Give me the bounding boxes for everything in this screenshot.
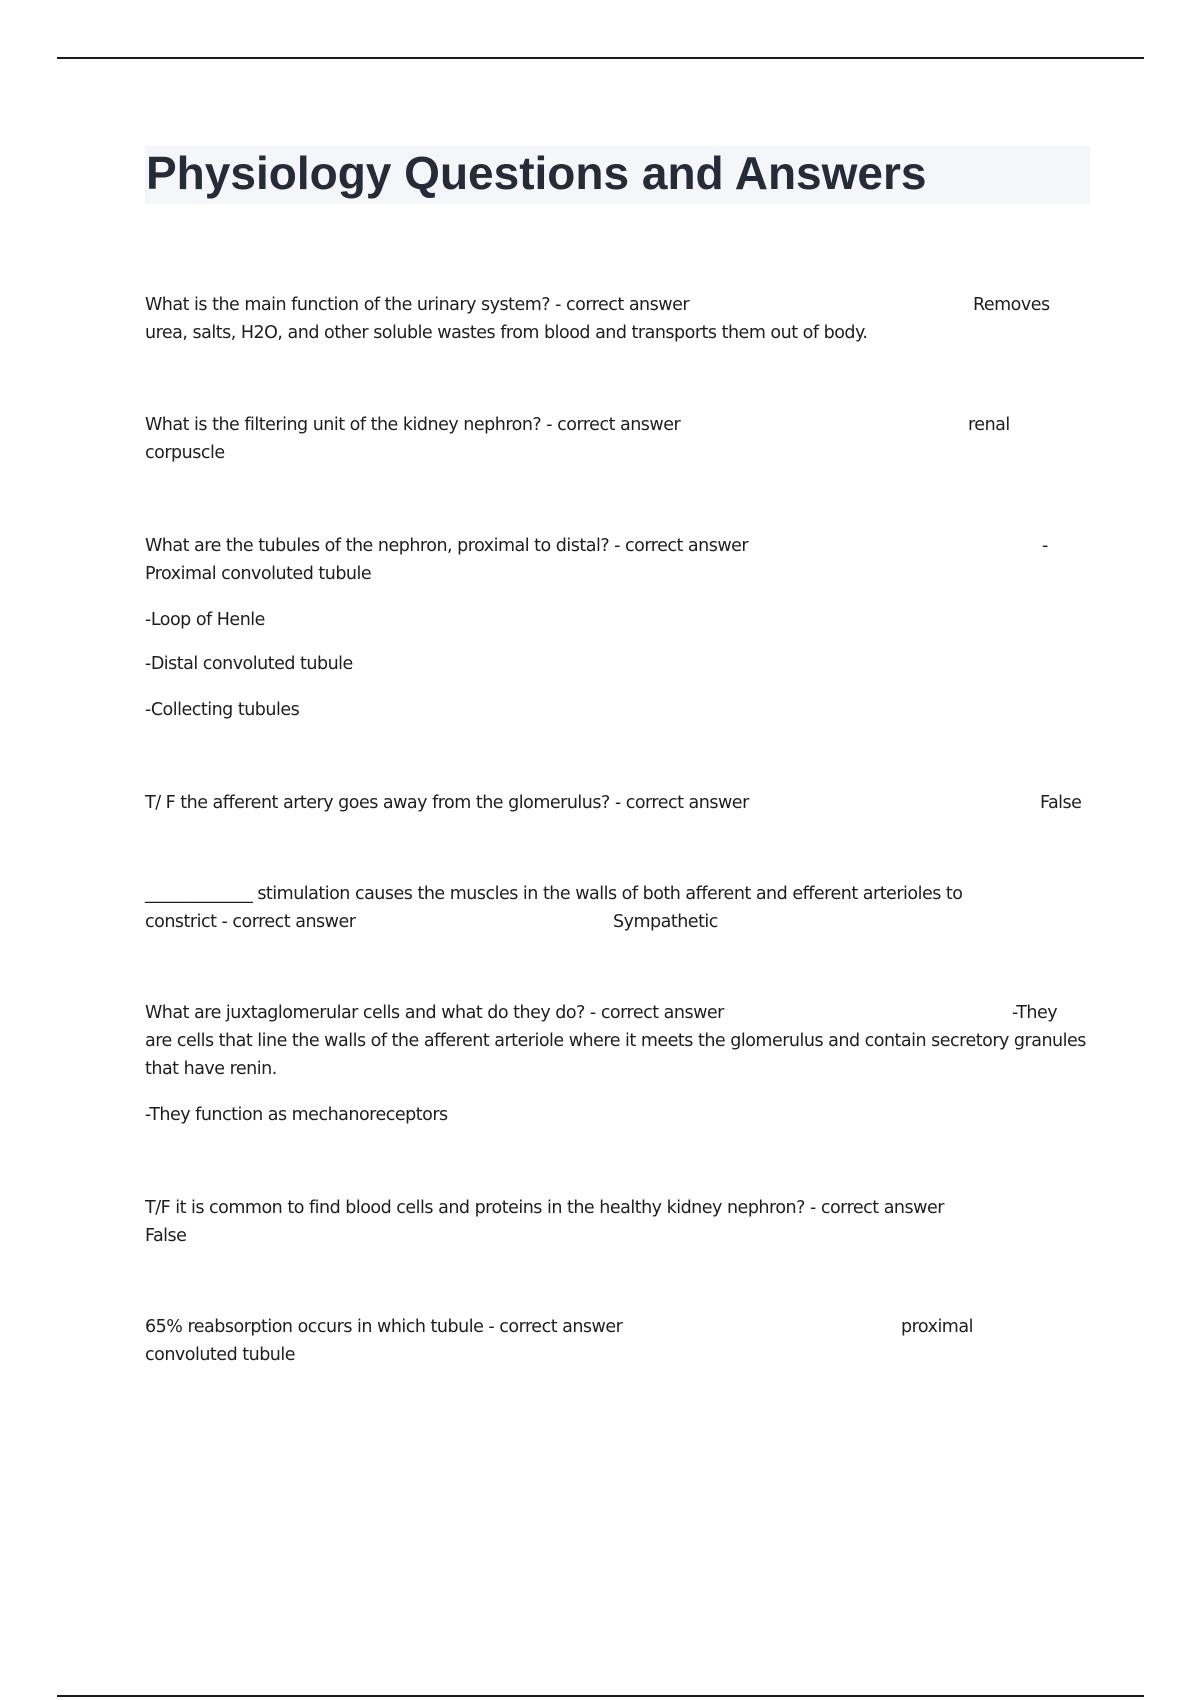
answer-start: proximal xyxy=(901,1317,973,1337)
top-rule xyxy=(57,57,1144,59)
qa-item-7 xyxy=(145,1194,1090,1250)
qa-item-6 xyxy=(145,999,1090,1129)
question-text: What are the tubules of the nephron, proximal to distal? - correct answer xyxy=(145,536,749,556)
answer-start: - xyxy=(1042,536,1048,556)
question-text: What are juxtaglomerular cells and what do they do? - correct answer xyxy=(145,1003,724,1023)
answer-text: convoluted tubule xyxy=(145,1345,296,1365)
qa-item-4 xyxy=(145,789,1090,817)
qa-item-5 xyxy=(145,880,1090,936)
answer-start: renal xyxy=(968,415,1010,435)
document-title: Physiology Questions and Answers xyxy=(146,147,927,199)
answer-text: are cells that line the walls of the afferent arteriole where it meets the glomerulus and contain secretory granules that have renin. xyxy=(145,1031,1086,1079)
qa-item-2 xyxy=(145,411,1090,467)
answer-text: False xyxy=(145,1226,187,1246)
list-item: -Loop of Henle xyxy=(145,610,265,630)
qa-item-1 xyxy=(145,291,1090,347)
answer-start: Removes xyxy=(973,295,1050,315)
list-item: -They function as mechanoreceptors xyxy=(145,1105,448,1125)
answer-text: urea, salts, H2O, and other soluble wastes from blood and transports them out of body. xyxy=(145,323,868,343)
bottom-rule xyxy=(57,1695,1144,1697)
question-text: T/F it is common to find blood cells and proteins in the healthy kidney nephron? - correct answer xyxy=(145,1198,944,1218)
question-text: 65% reabsorption occurs in which tubule - correct answer xyxy=(145,1317,623,1337)
qa-item-8 xyxy=(145,1313,1090,1369)
qa-item-3 xyxy=(145,532,1090,724)
answer-start: -They xyxy=(1012,1003,1058,1023)
answer-start: Sympathetic xyxy=(613,912,718,932)
question-text-continued: constrict - correct answer xyxy=(145,912,356,932)
question-text: What is the main function of the urinary system? - correct answer xyxy=(145,295,690,315)
question-text: What is the filtering unit of the kidney nephron? - correct answer xyxy=(145,415,681,435)
question-text: _____________ stimulation causes the muscles in the walls of both afferent and efferent arterioles to xyxy=(145,884,963,904)
answer-text: corpuscle xyxy=(145,443,225,463)
question-text: T/ F the afferent artery goes away from the glomerulus? - correct answer xyxy=(145,793,749,813)
answer-text: Proximal convoluted tubule xyxy=(145,564,372,584)
list-item: -Distal convoluted tubule xyxy=(145,654,353,674)
answer-start: False xyxy=(1040,793,1082,813)
list-item: -Collecting tubules xyxy=(145,700,300,720)
